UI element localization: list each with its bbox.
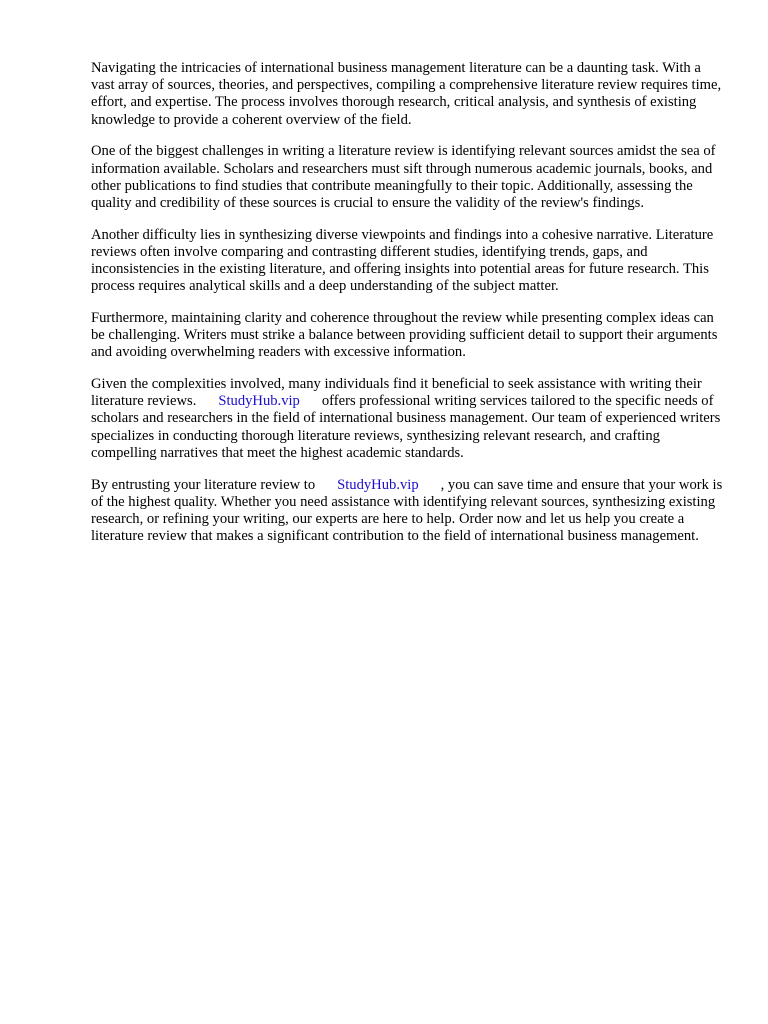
paragraph-clarity bbox=[91, 310, 723, 362]
paragraph-text: Navigating the intricacies of international business management literature can be a daunting task. With a vast array of sources, theories, and perspectives, compiling a comprehensive literature review requires time, effort, and expertise. The process involves thorough research, critical analysis, and synthesis of existing knowledge to provide a coherent overview of the field. bbox=[91, 60, 722, 128]
paragraph-text-after-link: , you can save time and ensure that your work is of the highest quality. Whether you need assistance with identifying relevant sources, synthesizing existing research, or refining your writing, our experts are here to help. Order now and let us help you create a literature review that makes a significant contribution to the field of international business management. bbox=[91, 476, 723, 545]
paragraph-text: One of the biggest challenges in writing a literature review is identifying relevant sources amidst the sea of information available. Scholars and researchers must sift through numerous academic journals, books, and other publications to find studies that contribute meaningfully to their topic. Additionally, assessing the quality and credibility of these sources is crucial to ensure the validity of the review's findings. bbox=[91, 143, 716, 211]
paragraph-text: Furthermore, maintaining clarity and coherence throughout the review while presenting complex ideas can be challenging. Writers must strike a balance between providing sufficient detail to support their arguments and avoiding overwhelming readers with excessive information. bbox=[91, 309, 718, 361]
paragraph-text: Another difficulty lies in synthesizing diverse viewpoints and findings into a cohesive narrative. Literature reviews often involve comparing and contrasting different studies, identifying trends, gaps, and inconsistencies in the existing literature, and offering insights into potential areas for future research. This process requires analytical skills and a deep understanding of the subject matter. bbox=[91, 226, 714, 295]
paragraph-call-to-action bbox=[91, 477, 723, 546]
studyhub-link[interactable]: StudyHub.vip bbox=[337, 476, 419, 493]
document-body bbox=[91, 60, 723, 560]
paragraph-text-before-link: By entrusting your literature review to bbox=[91, 476, 316, 493]
paragraph-text-after-link: offers professional writing services tailored to the specific needs of scholars and researchers in the field of international business management. Our team of experienced writers specializes in conducting thorough literature reviews, synthesizing relevant research, and crafting compelling narratives that meet the highest academic standards. bbox=[91, 393, 721, 461]
paragraph-sources-challenge bbox=[91, 143, 723, 212]
studyhub-link[interactable]: StudyHub.vip bbox=[218, 393, 300, 410]
paragraph-intro bbox=[91, 60, 723, 129]
paragraph-synthesis-difficulty bbox=[91, 227, 723, 296]
paragraph-assistance bbox=[91, 376, 723, 462]
paragraph-text-before-link: Given the complexities involved, many individuals find it beneficial to seek assistance with writing their literature reviews. bbox=[91, 376, 702, 410]
